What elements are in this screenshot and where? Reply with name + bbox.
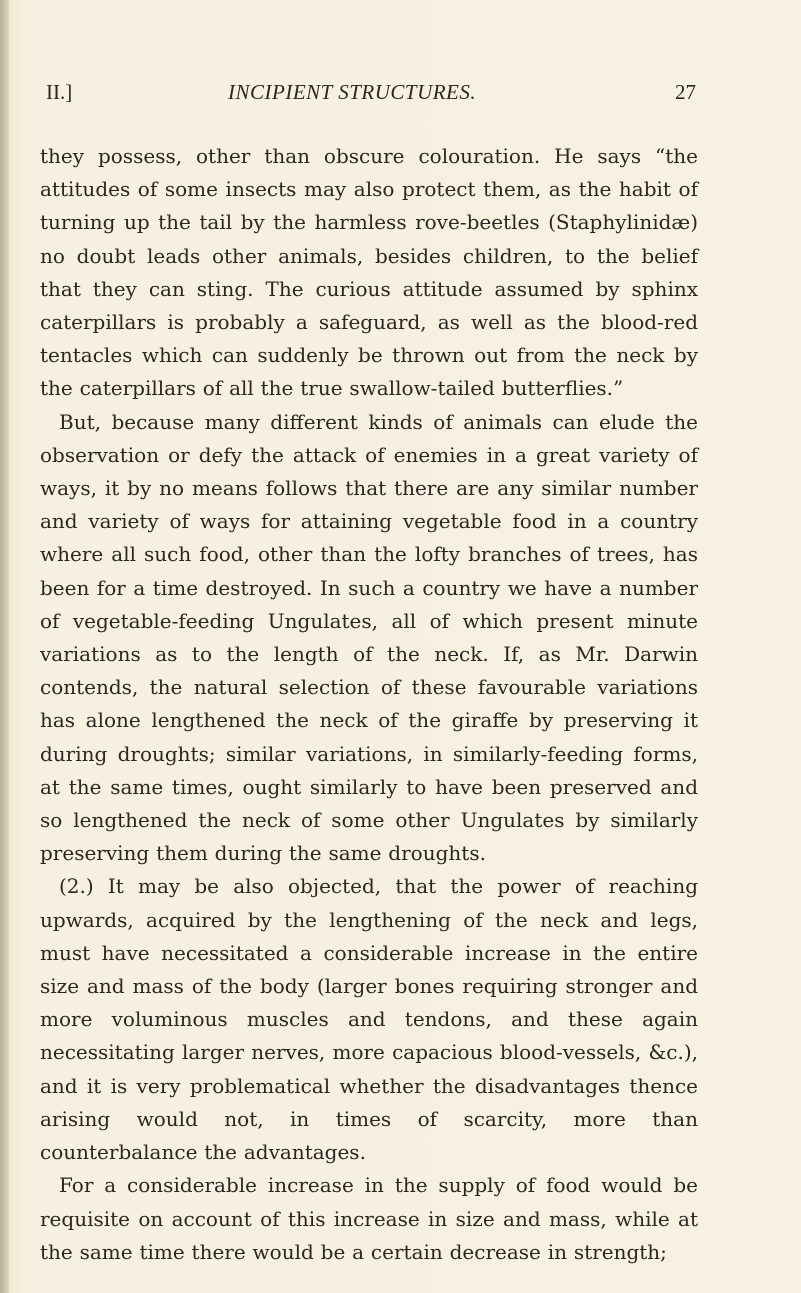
paragraph: For a considerable increase in the supply of food would be requisite on account of this increase in size and mass, while at the same time there would be a certain decrease in strength;: [40, 1173, 698, 1264]
binding-shadow: [0, 0, 9, 1293]
chapter-number: II.]: [46, 80, 73, 104]
running-title: INCIPIENT STRUCTURES.: [228, 80, 477, 104]
body-text: [40, 140, 698, 1269]
paragraph: (2.) It may be also objected, that the power of reaching upwards, acquired by the lengthening of the neck and legs, must have necessitated a considerable increase in the entire size and mass of the body (larger bones requiring stronger and more voluminous muscles and tendons, and these again necessitating larger nerves, more capacious blood-vessels, &c.), and it is very problematical whether the disadvantages thence arising would not, in times of scarcity, more than counterbalance the advantages.: [40, 874, 698, 1165]
paragraph: But, because many different kinds of animals can elude the observation or defy the attack of enemies in a great variety of ways, it by no means follows that there are any similar number and variety of ways for attaining vegetable food in a country where all such food, other than the lofty branches of trees, has been for a time destroyed. In such a country we have a number of vegetable-feeding Ungulates, all of which present minute variations as to the length of the neck. If, as Mr. Darwin contends, the natural selection of these favourable variations has alone lengthened the neck of the giraffe by preserving it during droughts; similar variations, in similarly-feeding forms, at the same times, ought similarly to have been preserved and so lengthened the neck of some other Ungulates by similarly preserving them during the same droughts.: [40, 409, 698, 866]
paragraph-continued: they possess, other than obscure colouration. He says “the attitudes of some insects may also protect them, as the habit of turning up the tail by the harmless rove-beetles (Staphylinidæ) no doubt leads other animals, besides children, to the belief that they can sting. The curious attitude assumed by sphinx caterpillars is probably a safeguard, as well as the blood-red tentacles which can suddenly be thrown out from the neck by the caterpillars of all the true swallow-tailed butterflies.”: [40, 144, 698, 401]
page-number: 27: [675, 80, 696, 104]
running-header: [46, 80, 696, 112]
